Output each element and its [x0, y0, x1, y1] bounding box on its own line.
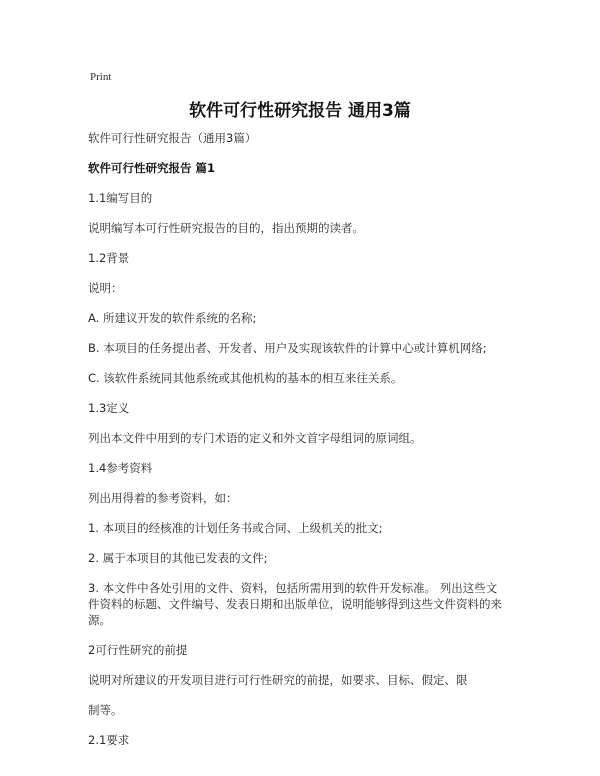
- section-heading-1: 软件可行性研究报告 篇1: [88, 161, 216, 175]
- paragraph: 说明对所建议的开发项目进行可行性研究的前提，如要求、目标、假定、限: [88, 673, 468, 687]
- paragraph: 说明编写本可行性研究报告的目的，指出预期的读者。: [88, 221, 364, 235]
- list-item: 3. 本文件中各处引用的文件、资料，包括所需用到的软件开发标准。 列出这些文件资料的标题、文件编号、发表日期和出版单位，说明能够得到这些文件资料的来源。: [88, 581, 502, 627]
- heading-2-1: 2.1要求: [88, 733, 130, 747]
- print-label: Print: [90, 71, 112, 83]
- paragraph: 说明：: [88, 281, 123, 295]
- list-item: B. 本项目的任务提出者、开发者、用户及实现该软件的计算中心或计算机网络;: [88, 341, 487, 355]
- doc-subtitle: 软件可行性研究报告（通用3篇）: [88, 131, 257, 145]
- heading-1-2: 1.2背景: [88, 251, 130, 265]
- heading-1-4: 1.4参考资料: [88, 461, 153, 475]
- document-title: 软件可行性研究报告 通用3篇: [189, 101, 411, 121]
- document-body: [88, 130, 508, 748]
- paragraph: 列出用得着的参考资料，如：: [88, 491, 238, 505]
- heading-2: 2可行性研究的前提: [88, 643, 188, 657]
- list-item: 2. 属于本项目的其他已发表的文件;: [88, 551, 268, 565]
- list-item: C. 该软件系统同其他系统或其他机构的基本的相互来往关系。: [88, 371, 403, 385]
- list-item: 1. 本项目的经核准的计划任务书或合同、上级机关的批文;: [88, 521, 383, 535]
- paragraph: 制等。: [88, 703, 123, 717]
- heading-1-1: 1.1编写目的: [88, 191, 153, 205]
- paragraph: 列出本文件中用到的专门术语的定义和外文首字母组词的原词组。: [88, 431, 422, 445]
- list-item: A. 所建议开发的软件系统的名称;: [88, 311, 257, 325]
- heading-1-3: 1.3定义: [88, 401, 130, 415]
